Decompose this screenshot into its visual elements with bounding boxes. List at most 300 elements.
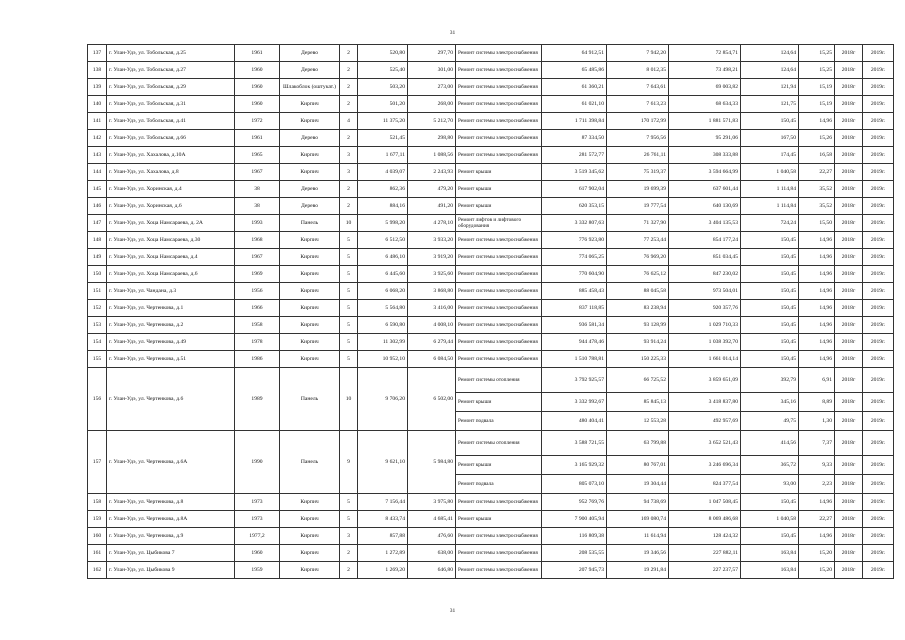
work-type-cell: Ремонт крыши	[456, 198, 542, 215]
total-cost-cell: 851 034,45	[669, 249, 741, 266]
end-year-cell: 2019г.	[863, 334, 894, 351]
year-built-cell: 38	[235, 198, 280, 215]
end-year-cell: 2019г.	[863, 283, 894, 300]
end-year-cell: 2019г.	[863, 545, 894, 562]
area-total-cell: 7 156,44	[358, 494, 408, 511]
rate-cell: 15,25	[799, 45, 835, 62]
row-number: 162	[88, 562, 107, 579]
unit-cost-cell: 93,00	[741, 475, 799, 494]
unit-cost-cell: 724,24	[741, 215, 799, 232]
row-number: 142	[88, 130, 107, 147]
year-built-cell: 1960	[235, 79, 280, 96]
area-living-cell: 4 008,10	[408, 317, 456, 334]
wall-material-cell: Кирпич	[280, 96, 340, 113]
end-year-cell: 2019г.	[863, 431, 894, 456]
address-cell: г. Улан-Удэ, ул. Хоца Намсараева, д. 2А	[107, 215, 235, 232]
end-year-cell: 2019г.	[863, 198, 894, 215]
start-year-cell: 2018г	[835, 511, 863, 528]
cost-extra-cell: 94 738,69	[607, 494, 669, 511]
total-cost-cell: 973 504,01	[669, 283, 741, 300]
floors-cell: 2	[340, 181, 358, 198]
end-year-cell: 2019г.	[863, 147, 894, 164]
floors-cell: 9	[340, 431, 358, 494]
unit-cost-cell: 174,45	[741, 147, 799, 164]
wall-material-cell: Кирпич	[280, 164, 340, 181]
table-row	[88, 147, 894, 164]
work-type-cell: Ремонт системы электроснабжения	[456, 562, 542, 579]
year-built-cell: 1972	[235, 113, 280, 130]
floors-cell: 5	[340, 334, 358, 351]
cost-extra-cell: 85 845,13	[607, 393, 669, 412]
work-type-cell: Ремонт подвала	[456, 475, 542, 494]
cost-extra-cell: 77 253,44	[607, 232, 669, 249]
year-built-cell: 1989	[235, 368, 280, 431]
unit-cost-cell: 150,45	[741, 232, 799, 249]
cost-extra-cell: 19 304,44	[607, 475, 669, 494]
floors-cell: 10	[340, 368, 358, 431]
floors-cell: 3	[340, 147, 358, 164]
address-cell: г. Улан-Удэ, ул. Хоринская, д.4	[107, 181, 235, 198]
unit-cost-cell: 150,45	[741, 283, 799, 300]
unit-cost-cell: 163,84	[741, 545, 799, 562]
work-type-cell: Ремонт крыши	[456, 181, 542, 198]
table-row	[88, 79, 894, 96]
page-number-bottom: 31	[449, 608, 456, 614]
wall-material-cell: Кирпич	[280, 249, 340, 266]
end-year-cell: 2019г.	[863, 351, 894, 368]
end-year-cell: 2019г.	[863, 113, 894, 130]
address-cell: г. Улан-Удэ, ул. Чертенкова, д.49	[107, 334, 235, 351]
address-cell: г. Улан-Удэ, ул. Хоца Намсараева, д.4	[107, 249, 235, 266]
rate-cell: 14,96	[799, 300, 835, 317]
total-cost-cell: 8 069 486,68	[669, 511, 741, 528]
cost-extra-cell: 83 238,94	[607, 300, 669, 317]
rate-cell: 6,91	[799, 368, 835, 393]
cost-extra-cell: 7 956,56	[607, 130, 669, 147]
total-cost-cell: 3 594 664,99	[669, 164, 741, 181]
table-row	[88, 249, 894, 266]
start-year-cell: 2018г	[835, 334, 863, 351]
area-living-cell: 6 502,00	[408, 368, 456, 431]
floors-cell: 2	[340, 198, 358, 215]
area-living-cell: 297,70	[408, 45, 456, 62]
start-year-cell: 2018г	[835, 215, 863, 232]
year-built-cell: 1968	[235, 232, 280, 249]
area-total-cell: 6 590,80	[358, 317, 408, 334]
end-year-cell: 2019г.	[863, 456, 894, 475]
unit-cost-cell: 150,45	[741, 494, 799, 511]
table-row	[88, 351, 894, 368]
total-cost-cell: 227 882,11	[669, 545, 741, 562]
row-number: 148	[88, 232, 107, 249]
cost-cell: 1 510 788,81	[542, 351, 607, 368]
rate-cell: 15,25	[799, 62, 835, 79]
address-cell: г. Улан-Удэ, ул. Тобольская, д.66	[107, 130, 235, 147]
total-cost-cell: 637 601,44	[669, 181, 741, 198]
year-built-cell: 1961	[235, 130, 280, 147]
table-row	[88, 528, 894, 545]
wall-material-cell: Дерево	[280, 130, 340, 147]
area-total-cell: 1 677,11	[358, 147, 408, 164]
row-number: 160	[88, 528, 107, 545]
address-cell: г. Улан-Удэ, ул. Чертенкова, д.8А	[107, 511, 235, 528]
wall-material-cell: Кирпич	[280, 351, 340, 368]
unit-cost-cell: 49,75	[741, 412, 799, 431]
area-total-cell: 525,40	[358, 62, 408, 79]
start-year-cell: 2018г	[835, 96, 863, 113]
cost-cell: 1 711 398,84	[542, 113, 607, 130]
row-number: 154	[88, 334, 107, 351]
work-type-cell: Ремонт подвала	[456, 412, 542, 431]
rate-cell: 1,30	[799, 412, 835, 431]
table-row	[88, 198, 894, 215]
year-built-cell: 1990	[235, 431, 280, 494]
cost-cell: 936 581,34	[542, 317, 607, 334]
wall-material-cell: Шлакоблок (оштукат.)	[280, 79, 340, 96]
address-cell: г. Улан-Удэ, ул. Хоца Намсараева, д.30	[107, 232, 235, 249]
area-living-cell: 491,20	[408, 198, 456, 215]
unit-cost-cell: 414,56	[741, 431, 799, 456]
area-living-cell: 6 279,44	[408, 334, 456, 351]
area-living-cell: 3 416,00	[408, 300, 456, 317]
area-total-cell: 6 486,10	[358, 249, 408, 266]
table-row	[88, 431, 894, 456]
end-year-cell: 2019г.	[863, 511, 894, 528]
total-cost-cell: 640 130,69	[669, 198, 741, 215]
total-cost-cell: 920 357,76	[669, 300, 741, 317]
year-built-cell: 1958	[235, 317, 280, 334]
cost-cell: 885 458,43	[542, 283, 607, 300]
total-cost-cell: 69 003,82	[669, 79, 741, 96]
area-total-cell: 521,45	[358, 130, 408, 147]
row-number: 157	[88, 431, 107, 494]
area-total-cell: 862,36	[358, 181, 408, 198]
work-type-cell: Ремонт крыши	[456, 164, 542, 181]
rate-cell: 7,37	[799, 431, 835, 456]
page-number-top: 31	[449, 30, 456, 36]
end-year-cell: 2019г.	[863, 249, 894, 266]
table-row	[88, 300, 894, 317]
table-row	[88, 562, 894, 579]
area-living-cell: 476,60	[408, 528, 456, 545]
table-row	[88, 334, 894, 351]
area-total-cell: 9 706,20	[358, 368, 408, 431]
wall-material-cell: Кирпич	[280, 528, 340, 545]
work-type-cell: Ремонт крыши	[456, 511, 542, 528]
start-year-cell: 2018г	[835, 164, 863, 181]
rate-cell: 15,50	[799, 215, 835, 232]
address-cell: г. Улан-Удэ, ул. Чертенкова, д.9	[107, 528, 235, 545]
cost-cell: 3 519 345,62	[542, 164, 607, 181]
area-living-cell: 5 212,70	[408, 113, 456, 130]
total-cost-cell: 847 230,02	[669, 266, 741, 283]
start-year-cell: 2018г	[835, 232, 863, 249]
total-cost-cell: 824 377,54	[669, 475, 741, 494]
address-cell: г. Улан-Удэ, ул. Чертенкова, д.8	[107, 494, 235, 511]
total-cost-cell: 3 404 135,53	[669, 215, 741, 232]
cost-cell: 7 900 405,94	[542, 511, 607, 528]
area-total-cell: 1 269,20	[358, 562, 408, 579]
address-cell: г. Улан-Удэ, ул. Чертенкова, д.6А	[107, 431, 235, 494]
year-built-cell: 1969	[235, 266, 280, 283]
floors-cell: 5	[340, 266, 358, 283]
area-living-cell: 268,00	[408, 96, 456, 113]
area-living-cell: 3 919,20	[408, 249, 456, 266]
rate-cell: 14,96	[799, 317, 835, 334]
row-number: 140	[88, 96, 107, 113]
work-type-cell: Ремонт системы электроснабжения	[456, 300, 542, 317]
wall-material-cell: Кирпич	[280, 562, 340, 579]
year-built-cell: 1959	[235, 562, 280, 579]
year-built-cell: 1960	[235, 545, 280, 562]
cost-extra-cell: 12 553,28	[607, 412, 669, 431]
rate-cell: 15,19	[799, 96, 835, 113]
row-number: 139	[88, 79, 107, 96]
cost-cell: 774 065,25	[542, 249, 607, 266]
cost-cell: 3 332 807,63	[542, 215, 607, 232]
floors-cell: 2	[340, 545, 358, 562]
table-row	[88, 494, 894, 511]
end-year-cell: 2019г.	[863, 79, 894, 96]
address-cell: г. Улан-Удэ, ул. Тобольская, д.41	[107, 113, 235, 130]
work-type-cell: Ремонт системы электроснабжения	[456, 545, 542, 562]
rate-cell: 14,96	[799, 249, 835, 266]
table-row	[88, 96, 894, 113]
start-year-cell: 2018г	[835, 494, 863, 511]
address-cell: г. Улан-Удэ, ул. Тобольская, д.29	[107, 79, 235, 96]
start-year-cell: 2018г	[835, 351, 863, 368]
unit-cost-cell: 365,72	[741, 456, 799, 475]
year-built-cell: 1956	[235, 283, 280, 300]
rate-cell: 14,96	[799, 494, 835, 511]
work-type-cell: Ремонт лифтов и лифтового оборудования	[456, 215, 542, 232]
table-row	[88, 283, 894, 300]
area-living-cell: 4 278,10	[408, 215, 456, 232]
work-type-cell: Ремонт крыши	[456, 393, 542, 412]
unit-cost-cell: 1 040,58	[741, 511, 799, 528]
area-total-cell: 11 375,20	[358, 113, 408, 130]
total-cost-cell: 3 418 837,80	[669, 393, 741, 412]
area-total-cell: 5 564,80	[358, 300, 408, 317]
unit-cost-cell: 1 114,84	[741, 198, 799, 215]
start-year-cell: 2018г	[835, 456, 863, 475]
cost-extra-cell: 63 799,88	[607, 431, 669, 456]
start-year-cell: 2018г	[835, 475, 863, 494]
cost-cell: 620 353,15	[542, 198, 607, 215]
table-row	[88, 545, 894, 562]
wall-material-cell: Кирпич	[280, 232, 340, 249]
total-cost-cell: 1 038 392,70	[669, 334, 741, 351]
rate-cell: 35,52	[799, 181, 835, 198]
work-type-cell: Ремонт системы электроснабжения	[456, 317, 542, 334]
wall-material-cell: Дерево	[280, 181, 340, 198]
address-cell: г. Улан-Удэ, ул. Тобольская, д.25	[107, 45, 235, 62]
year-built-cell: 1993	[235, 215, 280, 232]
rate-cell: 14,96	[799, 113, 835, 130]
start-year-cell: 2018г	[835, 266, 863, 283]
wall-material-cell: Кирпич	[280, 545, 340, 562]
area-total-cell: 6 512,50	[358, 232, 408, 249]
area-living-cell: 3 933,20	[408, 232, 456, 249]
table-row	[88, 181, 894, 198]
unit-cost-cell: 150,45	[741, 351, 799, 368]
end-year-cell: 2019г.	[863, 300, 894, 317]
floors-cell: 10	[340, 215, 358, 232]
cost-cell: 837 118,85	[542, 300, 607, 317]
unit-cost-cell: 124,64	[741, 45, 799, 62]
wall-material-cell: Кирпич	[280, 511, 340, 528]
table-row	[88, 215, 894, 232]
cost-cell: 770 604,90	[542, 266, 607, 283]
wall-material-cell: Кирпич	[280, 334, 340, 351]
start-year-cell: 2018г	[835, 562, 863, 579]
start-year-cell: 2018г	[835, 147, 863, 164]
cost-extra-cell: 93 914,24	[607, 334, 669, 351]
unit-cost-cell: 121,94	[741, 79, 799, 96]
end-year-cell: 2019г.	[863, 393, 894, 412]
table-row	[88, 266, 894, 283]
area-total-cell: 1 272,89	[358, 545, 408, 562]
total-cost-cell: 68 634,33	[669, 96, 741, 113]
work-type-cell: Ремонт системы электроснабжения	[456, 351, 542, 368]
rate-cell: 2,23	[799, 475, 835, 494]
table-row	[88, 62, 894, 79]
cost-cell: 805 073,10	[542, 475, 607, 494]
cost-extra-cell: 7 613,23	[607, 96, 669, 113]
floors-cell: 4	[340, 113, 358, 130]
area-total-cell: 9 621,10	[358, 431, 408, 494]
unit-cost-cell: 150,45	[741, 528, 799, 545]
work-type-cell: Ремонт системы отопления	[456, 368, 542, 393]
address-cell: г. Улан-Удэ, ул. Хахалова, д.10А	[107, 147, 235, 164]
area-total-cell: 6 068,20	[358, 283, 408, 300]
cost-extra-cell: 150 225,33	[607, 351, 669, 368]
rate-cell: 16,58	[799, 147, 835, 164]
wall-material-cell: Кирпич	[280, 266, 340, 283]
end-year-cell: 2019г.	[863, 266, 894, 283]
area-total-cell: 503,20	[358, 79, 408, 96]
work-type-cell: Ремонт системы электроснабжения	[456, 249, 542, 266]
cost-cell: 65 485,86	[542, 62, 607, 79]
wall-material-cell: Панель	[280, 431, 340, 494]
cost-cell: 3 165 929,32	[542, 456, 607, 475]
area-total-cell: 520,80	[358, 45, 408, 62]
unit-cost-cell: 392,79	[741, 368, 799, 393]
year-built-cell: 1960	[235, 62, 280, 79]
cost-cell: 207 945,73	[542, 562, 607, 579]
work-type-cell: Ремонт системы электроснабжения	[456, 528, 542, 545]
work-type-cell: Ремонт системы электроснабжения	[456, 494, 542, 511]
table-row	[88, 113, 894, 130]
start-year-cell: 2018г	[835, 45, 863, 62]
total-cost-cell: 492 957,69	[669, 412, 741, 431]
floors-cell: 5	[340, 511, 358, 528]
wall-material-cell: Кирпич	[280, 283, 340, 300]
start-year-cell: 2018г	[835, 79, 863, 96]
area-living-cell: 298,80	[408, 130, 456, 147]
start-year-cell: 2018г	[835, 412, 863, 431]
rate-cell: 15,20	[799, 562, 835, 579]
row-number: 150	[88, 266, 107, 283]
total-cost-cell: 227 237,57	[669, 562, 741, 579]
start-year-cell: 2018г	[835, 393, 863, 412]
cost-cell: 116 809,38	[542, 528, 607, 545]
start-year-cell: 2018г	[835, 130, 863, 147]
work-type-cell: Ремонт системы электроснабжения	[456, 79, 542, 96]
unit-cost-cell: 150,45	[741, 300, 799, 317]
start-year-cell: 2018г	[835, 249, 863, 266]
end-year-cell: 2019г.	[863, 412, 894, 431]
cost-extra-cell: 75 319,37	[607, 164, 669, 181]
unit-cost-cell: 121,75	[741, 96, 799, 113]
end-year-cell: 2019г.	[863, 181, 894, 198]
address-cell: г. Улан-Удэ, ул. Тобольская, д.31	[107, 96, 235, 113]
wall-material-cell: Кирпич	[280, 494, 340, 511]
unit-cost-cell: 1 040,58	[741, 164, 799, 181]
rate-cell: 15,20	[799, 545, 835, 562]
rate-cell: 15,26	[799, 130, 835, 147]
total-cost-cell: 1 661 014,14	[669, 351, 741, 368]
year-built-cell: 1965	[235, 147, 280, 164]
rate-cell: 22,27	[799, 511, 835, 528]
year-built-cell: 1973	[235, 511, 280, 528]
work-type-cell: Ремонт системы электроснабжения	[456, 45, 542, 62]
unit-cost-cell: 150,45	[741, 334, 799, 351]
floors-cell: 2	[340, 62, 358, 79]
cost-cell: 3 588 721,55	[542, 431, 607, 456]
end-year-cell: 2019г.	[863, 164, 894, 181]
year-built-cell: 38	[235, 181, 280, 198]
cost-extra-cell: 76 625,12	[607, 266, 669, 283]
total-cost-cell: 72 854,71	[669, 45, 741, 62]
rate-cell: 14,96	[799, 232, 835, 249]
wall-material-cell: Панель	[280, 368, 340, 431]
end-year-cell: 2019г.	[863, 96, 894, 113]
cost-extra-cell: 93 128,99	[607, 317, 669, 334]
year-built-cell: 1973	[235, 494, 280, 511]
end-year-cell: 2019г.	[863, 130, 894, 147]
start-year-cell: 2018г	[835, 528, 863, 545]
year-built-cell: 1967	[235, 164, 280, 181]
table-row	[88, 317, 894, 334]
end-year-cell: 2019г.	[863, 562, 894, 579]
row-number: 143	[88, 147, 107, 164]
cost-extra-cell: 8 012,35	[607, 62, 669, 79]
row-number: 158	[88, 494, 107, 511]
floors-cell: 5	[340, 494, 358, 511]
end-year-cell: 2019г.	[863, 215, 894, 232]
unit-cost-cell: 150,45	[741, 317, 799, 334]
total-cost-cell: 128 424,32	[669, 528, 741, 545]
start-year-cell: 2018г	[835, 431, 863, 456]
floors-cell: 5	[340, 317, 358, 334]
cost-extra-cell: 19 291,84	[607, 562, 669, 579]
total-cost-cell: 73 498,21	[669, 62, 741, 79]
address-cell: г. Улан-Удэ, ул. Тобольская, д.27	[107, 62, 235, 79]
row-number: 155	[88, 351, 107, 368]
address-cell: г. Улан-Удэ, ул. Хоца Намсараева, д.6	[107, 266, 235, 283]
wall-material-cell: Кирпич	[280, 147, 340, 164]
wall-material-cell: Дерево	[280, 62, 340, 79]
address-cell: г. Улан-Удэ, ул. Хахалова, д.8	[107, 164, 235, 181]
row-number: 147	[88, 215, 107, 232]
cost-extra-cell: 80 767,01	[607, 456, 669, 475]
row-number: 153	[88, 317, 107, 334]
cost-cell: 480 404,41	[542, 412, 607, 431]
wall-material-cell: Дерево	[280, 198, 340, 215]
end-year-cell: 2019г.	[863, 528, 894, 545]
year-built-cell: 1977,2	[235, 528, 280, 545]
